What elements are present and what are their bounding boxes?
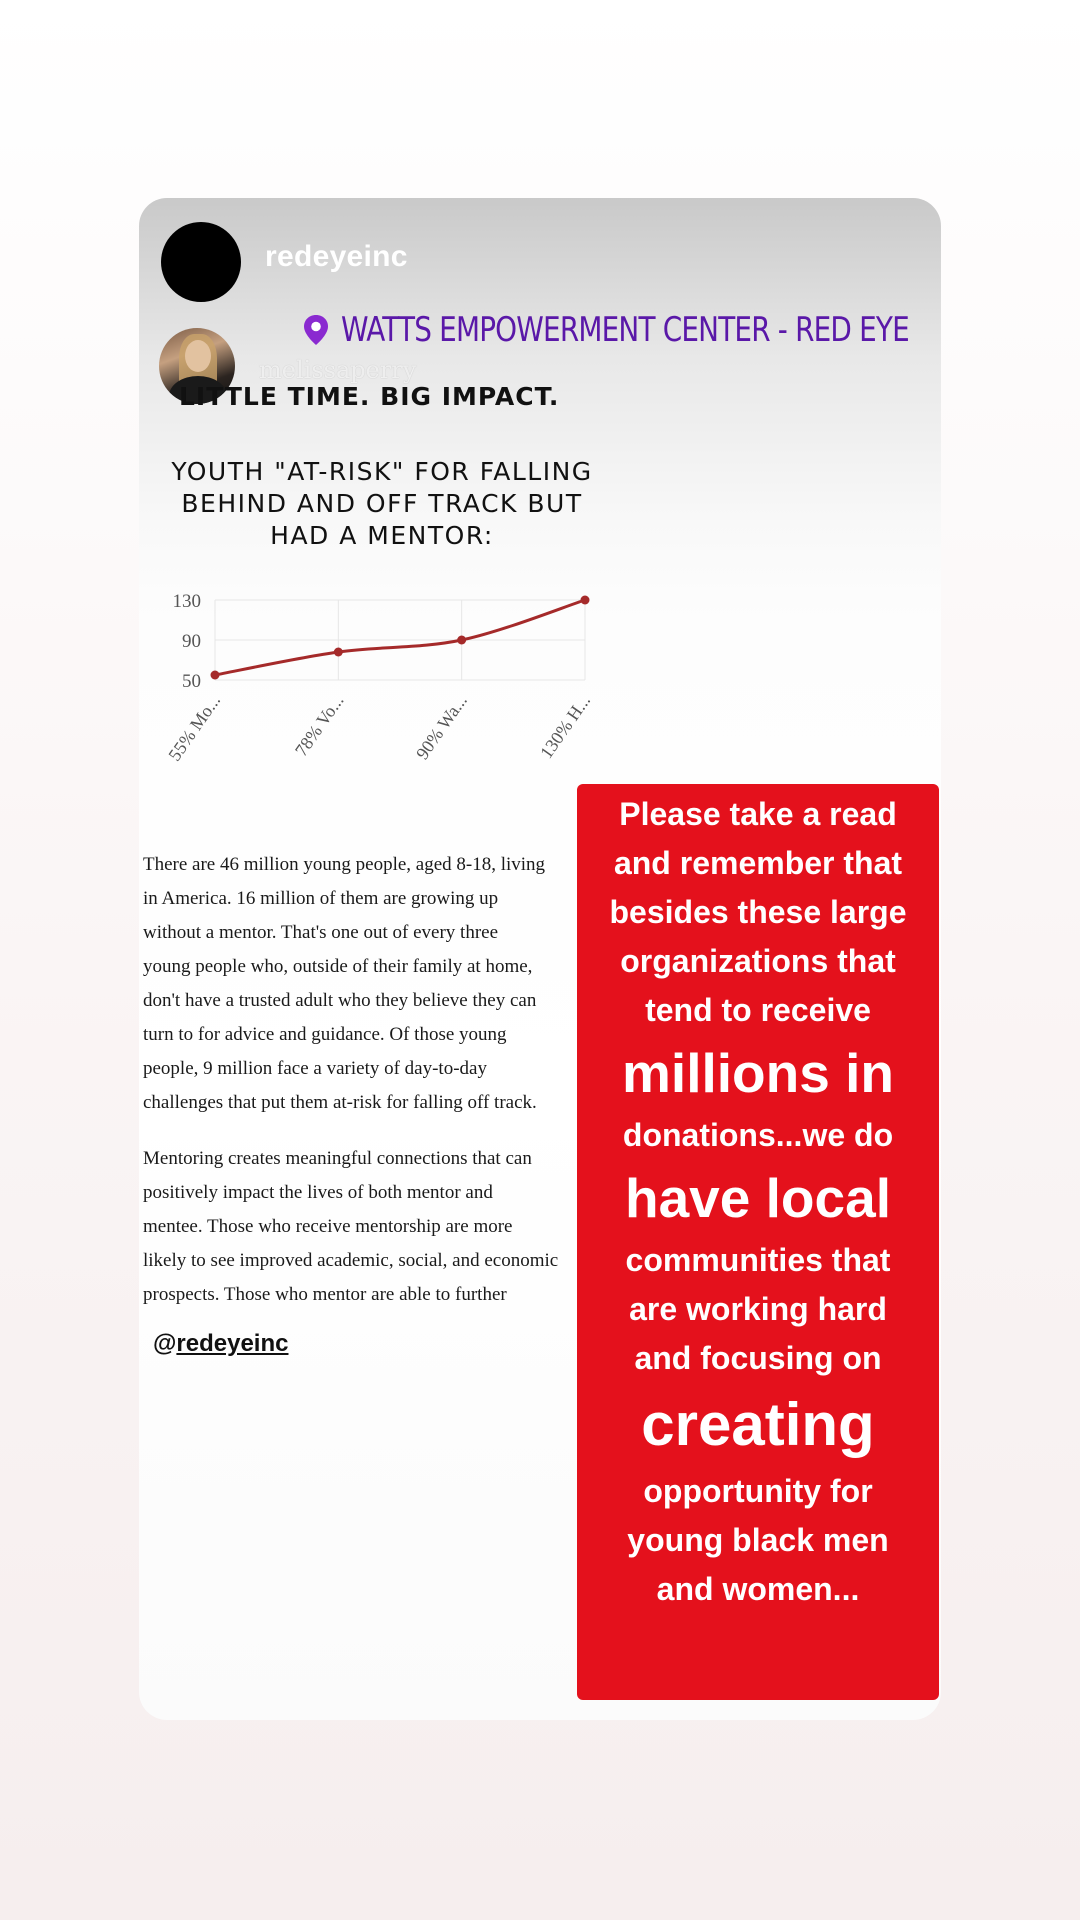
mention-sticker[interactable] bbox=[153, 1330, 288, 1358]
data-point bbox=[457, 636, 466, 645]
paragraph-line: There are 46 million young people, aged 8-18, living bbox=[143, 854, 546, 875]
chart-title bbox=[139, 456, 625, 552]
paragraph-line: positively impact the lives of both mentor and bbox=[143, 1182, 493, 1203]
data-point bbox=[581, 596, 590, 605]
story-avatar[interactable] bbox=[161, 222, 241, 302]
overlay-text-line: millions in bbox=[622, 1042, 894, 1104]
paragraph-line: prospects. Those who mentor are able to further bbox=[143, 1284, 507, 1305]
x-tick-label: 55% Mo... bbox=[164, 690, 225, 765]
paragraph-1 bbox=[143, 848, 583, 1120]
story-username[interactable]: redeyeinc bbox=[265, 240, 408, 273]
paragraph-line: mentee. Those who receive mentorship are more bbox=[143, 1216, 513, 1237]
x-tick-label: 130% H... bbox=[536, 690, 595, 763]
y-tick-label: 90 bbox=[182, 631, 201, 652]
data-point bbox=[334, 648, 343, 657]
overlay-text-line: and focusing on bbox=[634, 1340, 882, 1376]
y-tick-label: 130 bbox=[172, 591, 201, 612]
paragraph-line: people, 9 million face a variety of day-to-day bbox=[143, 1058, 487, 1079]
overlay-text-line: have local bbox=[625, 1167, 891, 1229]
overlay-text-line: opportunity for bbox=[643, 1473, 873, 1509]
location-label: WATTS EMPOWERMENT CENTER - RED EYE bbox=[341, 310, 909, 350]
chart-title-line: HAD A MENTOR: bbox=[270, 521, 494, 550]
series-line bbox=[215, 600, 585, 675]
paragraph-line: don't have a trusted adult who they believe they can bbox=[143, 990, 537, 1011]
overlay-text-line: young black men bbox=[627, 1522, 889, 1558]
mention-name: redeyeinc bbox=[176, 1330, 289, 1357]
paragraph-line: challenges that put them at-risk for falling off track. bbox=[143, 1092, 537, 1113]
overlay-text-line: besides these large bbox=[609, 894, 907, 930]
story-card bbox=[139, 198, 941, 1720]
y-tick-label: 50 bbox=[182, 671, 201, 692]
paragraph-line: turn to for advice and guidance. Of those young bbox=[143, 1024, 507, 1045]
overlay-text-line: organizations that bbox=[620, 943, 896, 979]
chart-title-line: YOUTH "AT-RISK" FOR FALLING bbox=[171, 457, 593, 486]
overlay-text-line: and women... bbox=[656, 1571, 860, 1607]
paragraph-line: without a mentor. That's one out of every three bbox=[143, 922, 499, 943]
mention-at: @ bbox=[153, 1330, 177, 1357]
paragraph-line: in America. 16 million of them are growing up bbox=[143, 888, 499, 909]
overlay-text-box bbox=[577, 784, 939, 1700]
repost-username[interactable]: melissaperry bbox=[259, 356, 417, 384]
paragraph-2 bbox=[143, 1142, 583, 1312]
overlay-text-line: communities that bbox=[625, 1242, 891, 1278]
paragraph-line: Mentoring creates meaningful connections that can bbox=[143, 1148, 532, 1169]
paragraph-line: young people who, outside of their family at home, bbox=[143, 956, 533, 977]
x-tick-label: 90% Wa... bbox=[411, 690, 471, 764]
overlay-text-line: creating bbox=[641, 1391, 875, 1458]
overlay-text-line: donations...we do bbox=[622, 1117, 894, 1153]
overlay-text-line: Please take a read bbox=[619, 796, 897, 832]
overlay-text-line: tend to receive bbox=[645, 992, 871, 1028]
post-headline: LITTLE TIME. BIG IMPACT. bbox=[179, 382, 560, 411]
x-tick-label: 78% Vo... bbox=[290, 690, 348, 760]
location-sticker[interactable] bbox=[303, 310, 941, 350]
data-point bbox=[211, 671, 220, 680]
paragraph-line: likely to see improved academic, social, and economic bbox=[143, 1250, 559, 1271]
overlay-text-line: are working hard bbox=[629, 1291, 887, 1327]
overlay-text-line: and remember that bbox=[613, 845, 903, 881]
location-pin-icon bbox=[303, 314, 329, 346]
chart-title-line: BEHIND AND OFF TRACK BUT bbox=[181, 489, 583, 518]
